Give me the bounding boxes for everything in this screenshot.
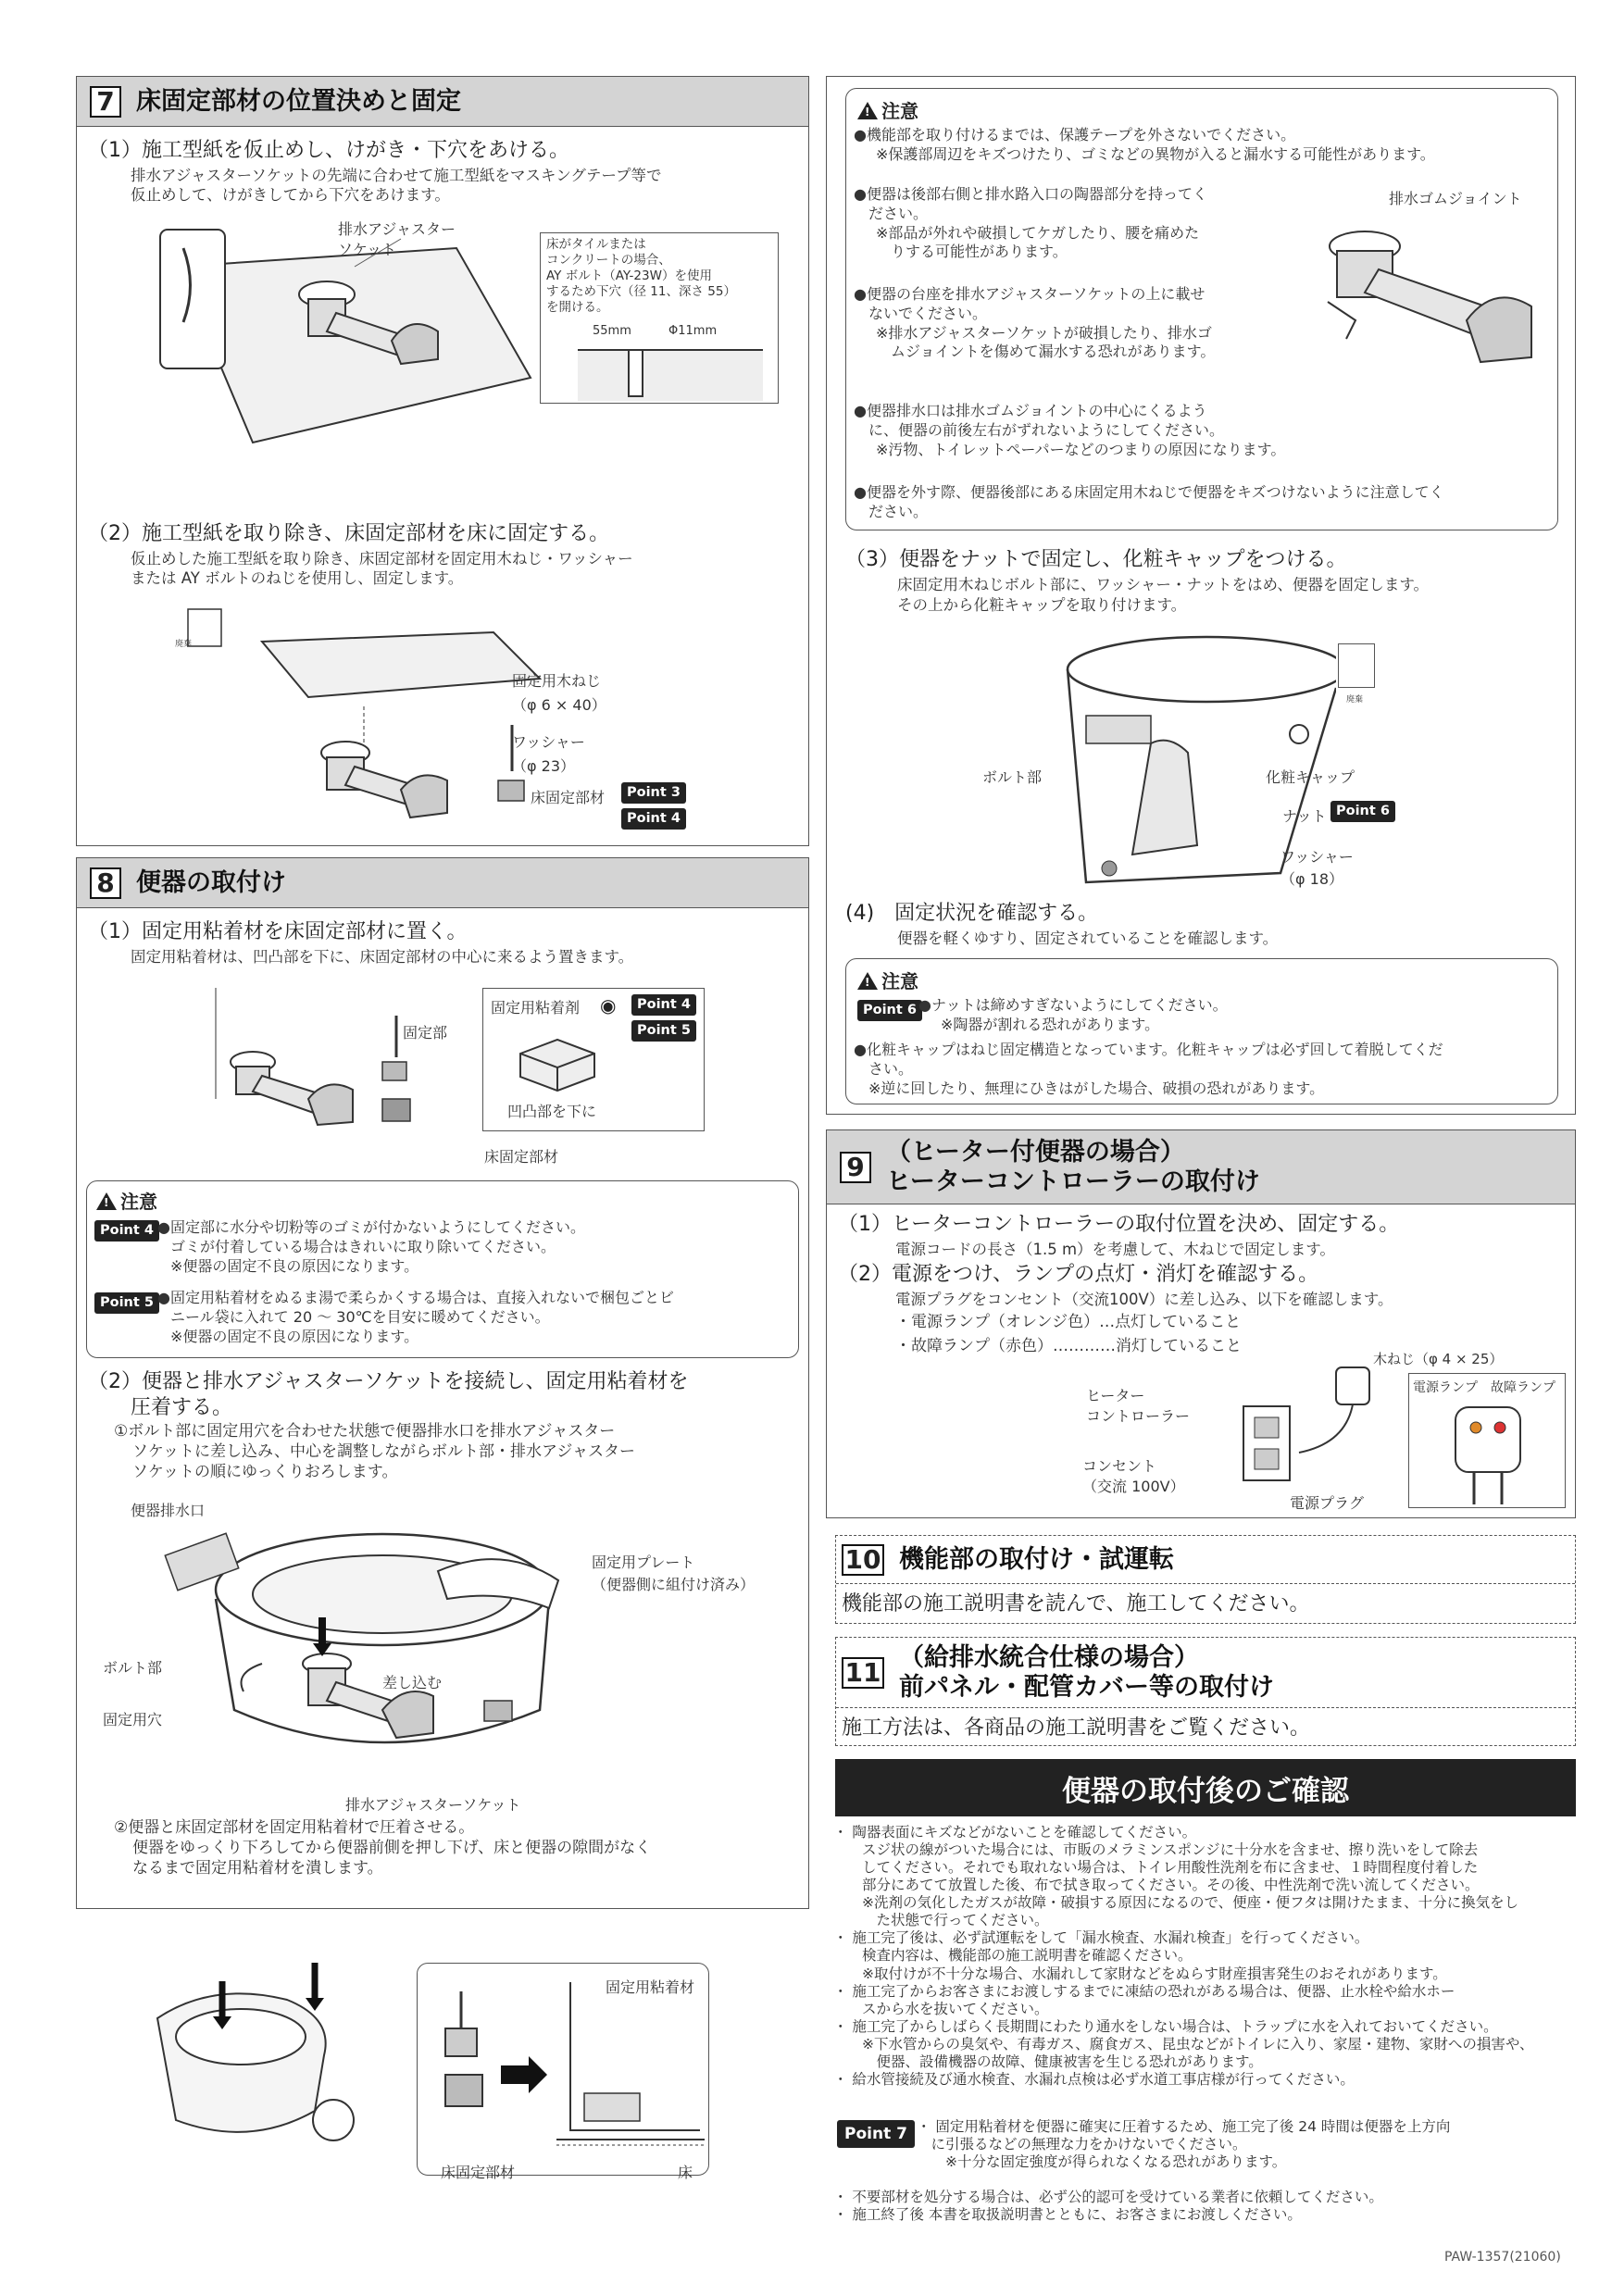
step-1-desc: 固定用粘着材は、凹凸部を下に、床固定部材の中心に来るよう置きます。 xyxy=(131,948,634,966)
caution-note: ※部品が外れや破損してケガしたり、腰を痛めた xyxy=(876,223,1200,242)
substep-1-line: ソケットの順にゆっくりおろします。 xyxy=(132,1463,398,1482)
dim-11: Φ11mm xyxy=(668,324,718,338)
tail-line: ・ 施工終了後 本書を取扱説明書とともに、お客さまにお渡しください。 xyxy=(833,2206,1302,2224)
step-2: （2）電源をつけ、ランプの点灯・消灯を確認する。 xyxy=(838,1263,1319,1286)
section-10-desc: 機能部の施工説明書を読んで、施工してください。 xyxy=(842,1592,1310,1616)
label-outlet-2: （交流 100V） xyxy=(1082,1478,1185,1495)
step-3: （3）便器をナットで固定し、化粧キャップをつける。 xyxy=(845,548,1347,571)
document-code: PAW-1357(21060) xyxy=(1444,2250,1561,2265)
step-3-desc-2: その上から化粧キャップを取り付けます。 xyxy=(897,596,1187,614)
label-fault: 故障ランプ xyxy=(1491,1380,1555,1395)
caution-note: ※陶器が割れる恐れがあります。 xyxy=(941,1015,1160,1033)
tile-note-line: AY ボルト（AY-23W）を使用 xyxy=(546,268,712,283)
caution-note: りする可能性があります。 xyxy=(891,243,1068,261)
floor-member-illustration xyxy=(169,605,577,836)
caution-title: 注意 xyxy=(120,1191,157,1213)
confirm-line: ※取付けが不十分な場合、水漏れして家財などをぬらす財産損害発生のおそれがあります。 xyxy=(833,1965,1447,1982)
label-screw-size: （φ 6 × 40） xyxy=(512,696,606,714)
label-plate-2: （便器側に組付け済み） xyxy=(592,1576,756,1593)
caution-line: ●便器は後部右側と排水路入口の陶器部分を持ってく xyxy=(854,185,1207,203)
section-number: 11 xyxy=(842,1657,884,1689)
point-5-badge: Point 5 xyxy=(94,1292,159,1314)
step-1-desc: 電源コードの長さ（1.5 m）を考慮して、木ねじで固定します。 xyxy=(895,1241,1335,1258)
trash-icon xyxy=(1338,643,1375,705)
confirm-line: 検査内容は、機能部の施工説明書を確認ください。 xyxy=(833,1947,1193,1965)
trash-label: 廃棄 xyxy=(1346,695,1364,705)
adhesive-block-icon xyxy=(511,1035,604,1100)
confirm-line: 便器、設備機器の故障、健康被害を生じる恐れがあります。 xyxy=(833,2053,1263,2070)
section-title: 床固定部材の位置決めと固定 xyxy=(136,86,461,116)
substep-2-line: 便器をゆっくり下ろしてから便器前側を押し下げ、床と便器の隙間がなく xyxy=(132,1839,652,1858)
controller-closeup-icon xyxy=(1446,1398,1539,1505)
confirm-line: 部分にあてて放置した後、布で拭き取ってください。その後、中性洗剤で洗い流してください。 xyxy=(833,1877,1480,1894)
label-socket-1: 排水アジャスター xyxy=(338,220,456,238)
section-8 xyxy=(76,857,809,1909)
caution-title: 注意 xyxy=(881,970,918,992)
caution-line: さい。 xyxy=(868,1059,914,1078)
step-1: （1）施工型紙を仮止めし、けがき・下穴をあける。 xyxy=(88,139,569,162)
section-11 xyxy=(835,1637,1576,1746)
confirm-tail xyxy=(833,2189,1574,2225)
label-concave: 凹凸部を下に xyxy=(507,1103,597,1120)
caution-line: ●固定用粘着材をぬるま湯で柔らかくする場合は、直接入れないで梱包ごとビ xyxy=(157,1289,674,1306)
label-plug: 電源プラグ xyxy=(1290,1494,1365,1512)
tail-line: ・ 不要部材を処分する場合は、必ず公的認可を受けている業者に依頼してください。 xyxy=(833,2189,1383,2205)
step-1-desc-1: 排水アジャスターソケットの先端に合わせて施工型紙をマスキングテープ等で xyxy=(131,167,662,184)
label-washer: ワッシャー xyxy=(512,733,585,751)
section-7 xyxy=(76,76,809,846)
caution-note: ※便器の固定不良の原因になります。 xyxy=(170,1256,419,1275)
label-outlet-1: コンセント xyxy=(1082,1457,1157,1475)
step-2-line-2: 圧着する。 xyxy=(131,1396,233,1419)
adhesive-detail-box xyxy=(482,988,705,1131)
caution-line: ニール袋に入れて 20 ～ 30℃を目安に暖めてください。 xyxy=(170,1307,550,1326)
caution-line: ださい。 xyxy=(868,502,929,520)
point-7-text xyxy=(917,2118,1574,2171)
section-11-desc: 施工方法は、各商品の施工説明書をご覧ください。 xyxy=(842,1716,1311,1740)
section-title: 便器の取付け xyxy=(136,867,286,897)
label-socket-2: ソケット xyxy=(338,241,397,258)
confirm-line: ・ 陶器表面にキズなどがないことを確認してください。 xyxy=(833,1824,1197,1841)
label-member: 床固定部材 xyxy=(484,1148,559,1166)
lamp-detail-box xyxy=(1408,1373,1566,1508)
warning-icon xyxy=(96,1192,117,1210)
caution-line: ないでください。 xyxy=(868,304,988,322)
point-4-badge: Point 4 xyxy=(631,994,696,1016)
label-screw: 固定用木ねじ xyxy=(512,672,602,690)
step-2-desc-1: 仮止めした施工型紙を取り除き、床固定部材を固定用木ねじ・ワッシャー xyxy=(131,550,633,568)
drill-hole-icon xyxy=(578,341,763,401)
label-insert: 差し込む xyxy=(382,1674,443,1691)
warning-icon xyxy=(857,972,878,990)
section-number: 9 xyxy=(840,1152,871,1183)
label-nut: ナット xyxy=(1282,807,1327,825)
step-1: （1）固定用粘着材を床固定部材に置く。 xyxy=(88,920,468,943)
label-washer: ワッシャー xyxy=(1280,848,1354,866)
caution-line: ゴミが付着している場合はきれいに取り除いてください。 xyxy=(170,1237,556,1255)
point-6-badge: Point 6 xyxy=(1330,801,1395,822)
point-7-line: に引張るなどの無理な力をかけないでください。 xyxy=(917,2136,1247,2153)
label-socket: 排水アジャスターソケット xyxy=(345,1796,521,1814)
step-2-desc-2: または AY ボルトのねじを使用し、固定します。 xyxy=(131,569,464,587)
label-washer-size: （φ 23） xyxy=(512,757,576,775)
caution-line: ●ナットは締めすぎないようにしてください。 xyxy=(918,996,1228,1014)
section-9-header xyxy=(827,1130,1575,1204)
substep-2-line: なるまで固定用粘着材を潰します。 xyxy=(132,1859,383,1878)
point-4-badge: Point 4 xyxy=(621,808,686,830)
warning-icon xyxy=(857,102,878,119)
label-screw: 木ねじ（φ 4 × 25） xyxy=(1373,1351,1504,1367)
confirm-line: スジ状の線がついた場合には、市販のメラミンスポンジに十分水を含ませ、擦り洗いをして除去 xyxy=(833,1841,1479,1859)
label-washer-size: （φ 18） xyxy=(1280,870,1344,888)
section-8-header xyxy=(77,858,808,908)
tile-note-line: コンクリートの場合、 xyxy=(546,252,671,268)
label-part: 固定部 xyxy=(403,1024,448,1042)
section-number: 10 xyxy=(842,1544,884,1576)
confirm-line: スから水を抜いてください。 xyxy=(833,2000,1049,2017)
point-5-badge: Point 5 xyxy=(631,1020,696,1042)
confirm-line: ※下水管からの臭気や、有毒ガス、腐食ガス、昆虫などがトイレに入り、家屋・建物、家財への損害や、 xyxy=(833,2035,1534,2053)
step-1-desc-2: 仮止めして、けがきしてから下穴をあけます。 xyxy=(131,186,450,204)
step-1: （1）ヒーターコントローラーの取付位置を決め、固定する。 xyxy=(838,1213,1400,1236)
section-title-2: ヒーターコントローラーの取付け xyxy=(886,1167,1260,1196)
caution-box-top xyxy=(845,88,1558,530)
caution-line: に、便器の前後左右がずれないようにしてください。 xyxy=(868,420,1225,439)
trash-label: 廃棄 xyxy=(175,640,193,649)
step-2-desc: 電源プラグをコンセント（交流100V）に差し込み、以下を確認します。 xyxy=(895,1291,1393,1308)
label-lamp: 電源ランプ xyxy=(1413,1380,1478,1395)
press-illustration xyxy=(139,1963,389,2148)
tile-note-box xyxy=(540,232,779,404)
step-4: (4) 固定状況を確認する。 xyxy=(845,902,1099,925)
section-title-1: （ヒーター付便器の場合） xyxy=(886,1138,1185,1167)
tile-note-line: するため下穴（径 11、深さ 55） xyxy=(546,283,736,299)
step-3-desc-1: 床固定用木ねじボルト部に、ワッシャー・ナットをはめ、便器を固定します。 xyxy=(897,576,1430,593)
confirm-list xyxy=(833,1824,1574,2089)
caution-note: ※保護部周辺をキズつけたり、ゴミなどの異物が入ると漏水する可能性があります。 xyxy=(876,144,1435,163)
section-7-header xyxy=(77,77,808,127)
label-heater-2: コントローラー xyxy=(1086,1407,1191,1425)
label-heater-1: ヒーター xyxy=(1086,1387,1145,1404)
point-6-badge: Point 6 xyxy=(857,1000,922,1021)
label-bolt: ボルト部 xyxy=(982,768,1043,786)
caution-box-8 xyxy=(86,1180,799,1358)
controller-illustration xyxy=(1234,1360,1392,1508)
caution-note: ※逆に回したり、無理にひきはがした場合、破損の恐れがあります。 xyxy=(868,1079,1325,1097)
section-title-1: （給排水統合仕様の場合） xyxy=(899,1643,1199,1673)
dim-55: 55mm xyxy=(593,324,631,338)
caution-line: ●便器の台座を排水アジャスターソケットの上に載せ xyxy=(854,285,1206,303)
label-bolt: ボルト部 xyxy=(103,1659,163,1677)
point-7-line: ※十分な固定強度が得られなくなる恐れがあります。 xyxy=(917,2153,1287,2171)
section-number: 8 xyxy=(90,867,121,899)
tile-note-line: 床がタイルまたは xyxy=(546,237,646,252)
step-4-desc: 便器を軽くゆすり、固定されていることを確認します。 xyxy=(897,930,1279,947)
confirm-line: ・ 給水管接続及び通水検査、水漏れ点検は必ず水道工事店様が行ってください。 xyxy=(833,2070,1355,2088)
caution-box-mid xyxy=(845,958,1558,1104)
caution-title: 注意 xyxy=(881,100,918,122)
label-adhesive: 固定用粘着剤 xyxy=(491,999,581,1017)
right-column-top xyxy=(826,76,1576,1115)
caution-note: ※便器の固定不良の原因になります。 xyxy=(170,1327,419,1345)
caution-line: ●機能部を取り付けるまでは、保護テープを外さないでください。 xyxy=(854,126,1296,144)
label-member: 床固定部材 xyxy=(531,789,606,806)
section-10 xyxy=(835,1535,1576,1624)
label-hole: 固定用穴 xyxy=(103,1711,163,1728)
point-3-badge: Point 3 xyxy=(621,782,686,804)
label-adhesive-2: 固定用粘着材 xyxy=(606,1978,695,1996)
confirm-line: ※洗剤の気化したガスが故障・破損する原因になるので、便座・便フタは開けたまま、十分に換気をし xyxy=(833,1894,1519,1912)
step-2: （2）施工型紙を取り除き、床固定部材を床に固定する。 xyxy=(88,522,610,545)
caution-line: ださい。 xyxy=(868,204,929,222)
section-title: 機能部の取付け・試運転 xyxy=(899,1544,1174,1574)
section-title-2: 前パネル・配管カバー等の取付け xyxy=(899,1672,1274,1702)
label-member-2: 床固定部材 xyxy=(441,2164,516,2181)
substep-1-line: ①ボルト部に固定用穴を合わせた状態で便器排水口を排水アジャスター xyxy=(114,1422,616,1441)
confirm-line: ・ 施工完了後は、必ず試運転をして「漏水検査、水漏れ検査」を行ってください。 xyxy=(833,1929,1369,1947)
section-9 xyxy=(826,1129,1576,1518)
caution-note: ※排水アジャスターソケットが破損したり、排水ゴ xyxy=(876,323,1212,342)
rubber-joint-illustration xyxy=(1300,218,1550,394)
caution-line: ●便器を外す際、便器後部にある床固定用木ねじで便器をキズつけないように注意してく xyxy=(854,483,1444,501)
label-plate-1: 固定用プレート xyxy=(592,1554,695,1571)
label-floor: 床 xyxy=(678,2164,693,2181)
eye-icon: ◉ xyxy=(600,994,617,1017)
label-outlet: 便器排水口 xyxy=(131,1502,206,1519)
label-joint: 排水ゴムジョイント xyxy=(1389,190,1522,207)
substep-2-line: ②便器と床固定部材を固定用粘着材で圧着させる。 xyxy=(114,1818,475,1837)
confirm-title: 便器の取付後のご確認 xyxy=(835,1759,1576,1816)
substep-1-line: ソケットに差し込み、中心を調整しながらボルト部・排水アジャスター xyxy=(132,1442,635,1462)
section-number: 7 xyxy=(90,86,121,118)
tile-note-line: を開ける。 xyxy=(546,299,609,315)
label-cap: 化粧キャップ xyxy=(1266,768,1355,786)
caution-line: ●化粧キャップはねじ固定構造となっています。化粧キャップは必ず回して着脱してくだ xyxy=(854,1041,1443,1058)
step-2-line-1: （2）便器と排水アジャスターソケットを接続し、固定用粘着材を xyxy=(88,1370,689,1393)
point-4-badge: Point 4 xyxy=(94,1220,159,1242)
check-1: ・電源ランプ（オレンジ色）…点灯していること xyxy=(895,1313,1242,1331)
check-2: ・故障ランプ（赤色）…………消灯していること xyxy=(895,1337,1242,1355)
point-7-line: ・ 固定用粘着材を便器に確実に圧着するため、施工完了後 24 時間は便器を上方向 xyxy=(917,2118,1451,2135)
caution-note: ムジョイントを傷めて漏水する恐れがあります。 xyxy=(891,343,1216,361)
confirm-line: ・ 施工完了からしばらく長期間にわたり通水をしない場合は、トラップに水を入れておいてください。 xyxy=(833,2017,1498,2035)
confirm-line: してください。それでも取れない場合は、トイレ用酸性洗剤を布に含ませ、１時間程度付着した xyxy=(833,1859,1479,1877)
point-7-badge: Point 7 xyxy=(837,2120,915,2148)
caution-note: ※汚物、トイレットペーパーなどのつまりの原因になります。 xyxy=(876,440,1286,458)
toilet-install-illustration xyxy=(132,1506,651,1784)
caution-line: ●便器排水口は排水ゴムジョイントの中心にくるよう xyxy=(854,402,1207,419)
confirm-line: た状態で行ってください。 xyxy=(833,1912,1049,1929)
caution-line: ●固定部に水分や切粉等のゴミが付かないようにしてください。 xyxy=(157,1218,585,1236)
adhesive-illustration xyxy=(188,988,466,1145)
confirm-line: ・ 施工完了からお客さまにお渡しするまでに凍結の恐れがある場合は、便器、止水栓や給水ホー xyxy=(833,1982,1455,2000)
press-detail-icon xyxy=(427,1982,705,2167)
